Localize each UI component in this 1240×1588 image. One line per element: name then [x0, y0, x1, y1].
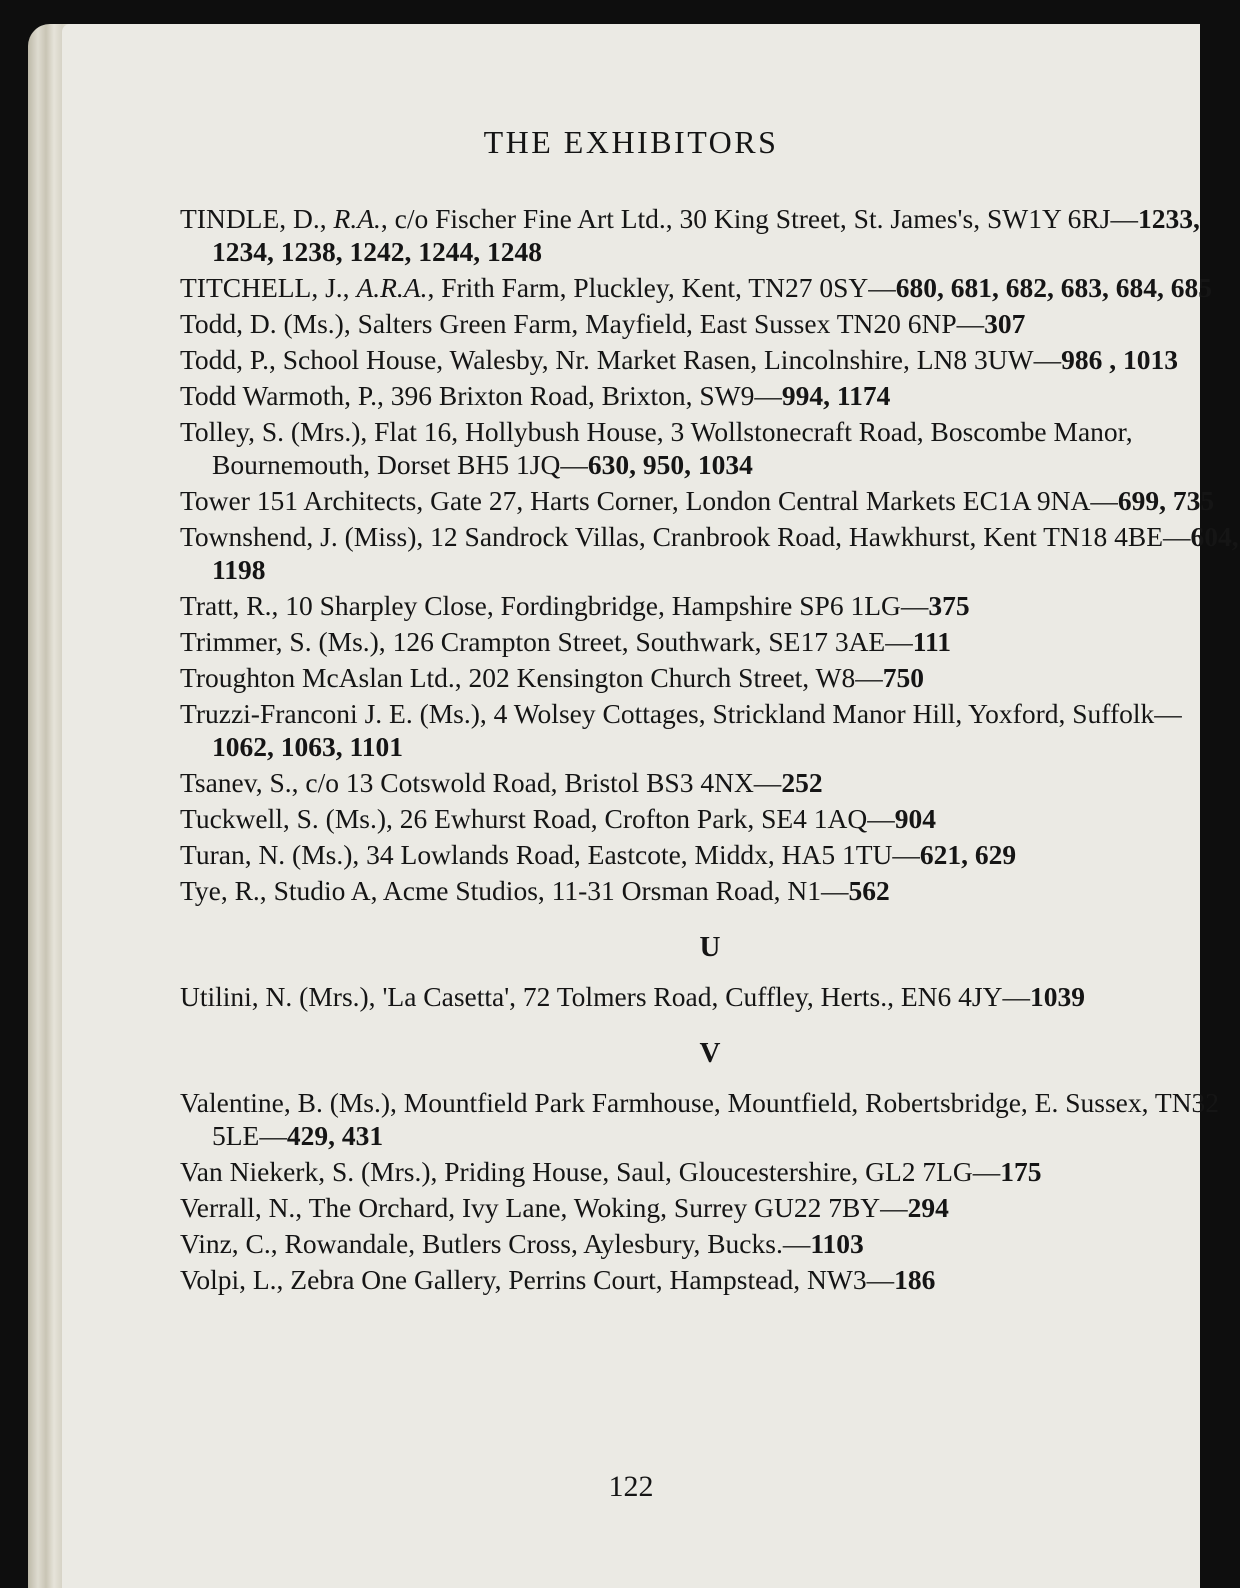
exhibitor-entry [180, 379, 1240, 412]
exhibitor-address: 12 Sandrock Villas, Cranbrook Road, Hawkhurst, Kent TN18 4BE— [430, 521, 1191, 552]
exhibitor-entry [180, 802, 1240, 835]
exhibitor-name: Tsanev, S., [180, 767, 306, 798]
exhibitor-name: Tolley, S. (Mrs.), [180, 416, 375, 447]
exhibitor-address: Flat 16, Hollybush House, 3 Wollstonecraft Road, Boscombe Manor, Bournemouth, Dorset BH5 1JQ— [212, 416, 1133, 480]
exhibitor-entry [180, 1227, 1240, 1260]
exhibitor-address: 202 Kensington Church Street, W8— [468, 662, 883, 693]
exhibitor-entry [180, 484, 1240, 517]
exhibitor-address: Zebra One Gallery, Perrins Court, Hampstead, NW3— [290, 1264, 895, 1295]
exhibitor-name: Townshend, J. (Miss), [180, 521, 431, 552]
exhibitor-name: Troughton McAslan Ltd., [180, 662, 469, 693]
catalogue-numbers: 307 [984, 308, 1026, 339]
catalogue-numbers: 252 [781, 767, 823, 798]
exhibitor-address: 'La Casetta', 72 Tolmers Road, Cuffley, Herts., EN6 4JY— [382, 981, 1030, 1012]
section-v-entries [180, 1086, 1240, 1296]
exhibitor-address: c/o 13 Cotswold Road, Bristol BS3 4NX— [305, 767, 782, 798]
exhibitor-address: School House, Walesby, Nr. Market Rasen, Lincolnshire, LN8 3UW— [282, 344, 1062, 375]
section-heading-u: U [699, 931, 721, 963]
exhibitor-name: Tye, R., [180, 875, 274, 906]
catalogue-numbers: 375 [928, 590, 970, 621]
exhibitor-address: Rowandale, Butlers Cross, Aylesbury, Bucks.— [284, 1228, 811, 1259]
catalogue-numbers: 1039 [1029, 981, 1085, 1012]
exhibitor-entry [180, 874, 1240, 907]
catalogue-numbers: 621, 629 [919, 839, 1017, 870]
exhibitor-address: 126 Crampton Street, Southwark, SE17 3AE— [392, 626, 913, 657]
exhibitor-address: The Orchard, Ivy Lane, Woking, Surrey GU22 7BY— [308, 1192, 908, 1223]
exhibitor-name: Trimmer, S. (Ms.), [180, 626, 393, 657]
exhibitor-list [180, 202, 1240, 1299]
catalogue-numbers: 630, 950, 1034 [587, 449, 753, 480]
section-heading-v: V [699, 1037, 721, 1069]
exhibitor-name: Verrall, N., [180, 1192, 309, 1223]
catalogue-numbers: 986 , 1013 [1061, 344, 1178, 375]
exhibitor-address: Priding House, Saul, Gloucestershire, GL2 7LG— [444, 1156, 1001, 1187]
exhibitor-name: TINDLE, D., [180, 203, 334, 234]
exhibitor-name: Todd, D. (Ms.), [180, 308, 358, 339]
exhibitor-honour: A.R.A. [356, 272, 428, 303]
catalogue-numbers: 186 [894, 1264, 936, 1295]
exhibitor-entry [180, 980, 1240, 1013]
exhibitor-name: Volpi, L., [180, 1264, 291, 1295]
exhibitor-name: Tuckwell, S. (Ms.), [180, 803, 400, 834]
exhibitor-name: Valentine, B. (Ms.), [180, 1087, 404, 1118]
exhibitor-address: , Frith Farm, Pluckley, Kent, TN27 0SY— [427, 272, 896, 303]
exhibitor-entry [180, 661, 1240, 694]
catalogue-numbers: 604, 1198 [212, 521, 1239, 585]
exhibitor-name: Turan, N. (Ms.), [180, 839, 367, 870]
catalogue-numbers: 111 [912, 626, 951, 657]
exhibitor-entry [180, 697, 1240, 763]
exhibitor-entry [180, 1191, 1240, 1224]
exhibitor-entry [180, 520, 1240, 586]
exhibitor-entry [180, 1086, 1240, 1152]
exhibitor-name: Truzzi-Franconi J. E. (Ms.), [180, 698, 494, 729]
catalogue-numbers: 750 [882, 662, 924, 693]
section-t-entries [180, 202, 1240, 907]
exhibitor-entry [180, 625, 1240, 658]
exhibitor-entry [180, 415, 1240, 481]
catalogue-numbers: 294 [907, 1192, 949, 1223]
exhibitor-entry [180, 589, 1240, 622]
catalogue-numbers: 699, 735 [1117, 485, 1215, 516]
running-header: THE EXHIBITORS [483, 124, 779, 160]
exhibitor-address: Mountfield Park Farmhouse, Mountfield, Robertsbridge, E. Sussex, TN32 5LE— [212, 1087, 1220, 1151]
exhibitor-address: 34 Lowlands Road, Eastcote, Middx, HA5 1TU— [366, 839, 920, 870]
catalogue-numbers: 175 [1000, 1156, 1042, 1187]
exhibitor-honour: R.A. [333, 203, 381, 234]
exhibitor-address: Gate 27, Harts Corner, London Central Markets EC1A 9NA— [430, 485, 1118, 516]
exhibitor-address: 10 Sharpley Close, Fordingbridge, Hampshire SP6 1LG— [285, 590, 929, 621]
exhibitor-name: Van Niekerk, S. (Mrs.), [180, 1156, 445, 1187]
exhibitor-name: Tratt, R., [180, 590, 286, 621]
exhibitor-address: 396 Brixton Road, Brixton, SW9— [390, 380, 782, 411]
book-page [62, 24, 1239, 1588]
catalogue-numbers: 1062, 1063, 1101 [212, 731, 403, 762]
exhibitor-name: Vinz, C., [180, 1228, 285, 1259]
exhibitor-address: Studio A, Acme Studios, 11-31 Orsman Road, N1— [273, 875, 849, 906]
catalogue-numbers: 1103 [810, 1228, 864, 1259]
exhibitor-address: , c/o Fischer Fine Art Ltd., 30 King Street, St. James's, SW1Y 6RJ— [380, 203, 1138, 234]
catalogue-numbers: 562 [848, 875, 890, 906]
exhibitor-entry [180, 766, 1240, 799]
exhibitor-entry [180, 1263, 1240, 1296]
catalogue-numbers: 994, 1174 [781, 380, 891, 411]
exhibitor-name: TITCHELL, J., [180, 272, 357, 303]
exhibitor-entry [180, 307, 1240, 340]
exhibitor-entry [180, 202, 1240, 268]
section-u-entries [180, 980, 1240, 1013]
exhibitor-entry [180, 838, 1240, 871]
catalogue-numbers: 429, 431 [286, 1120, 384, 1151]
catalogue-numbers: 1233, 1234, 1238, 1242, 1244, 1248 [212, 203, 1200, 267]
exhibitor-name: Todd, P., [180, 344, 283, 375]
exhibitor-entry [180, 343, 1240, 376]
exhibitor-name: Todd Warmoth, P., [180, 380, 391, 411]
exhibitor-entry [180, 271, 1240, 304]
exhibitor-name: Utilini, N. (Mrs.), [180, 981, 383, 1012]
catalogue-numbers: 680, 681, 682, 683, 684, 685 [895, 272, 1212, 303]
exhibitor-entry [180, 1155, 1240, 1188]
exhibitor-name: Tower 151 Architects, [180, 485, 431, 516]
catalogue-numbers: 904 [894, 803, 937, 834]
exhibitor-address: 26 Ewhurst Road, Crofton Park, SE4 1AQ— [399, 803, 895, 834]
exhibitor-address: 4 Wolsey Cottages, Strickland Manor Hill, Yoxford, Suffolk— [493, 698, 1182, 729]
exhibitor-address: Salters Green Farm, Mayfield, East Sussex TN20 6NP— [357, 308, 985, 339]
page-number: 122 [608, 1470, 654, 1503]
